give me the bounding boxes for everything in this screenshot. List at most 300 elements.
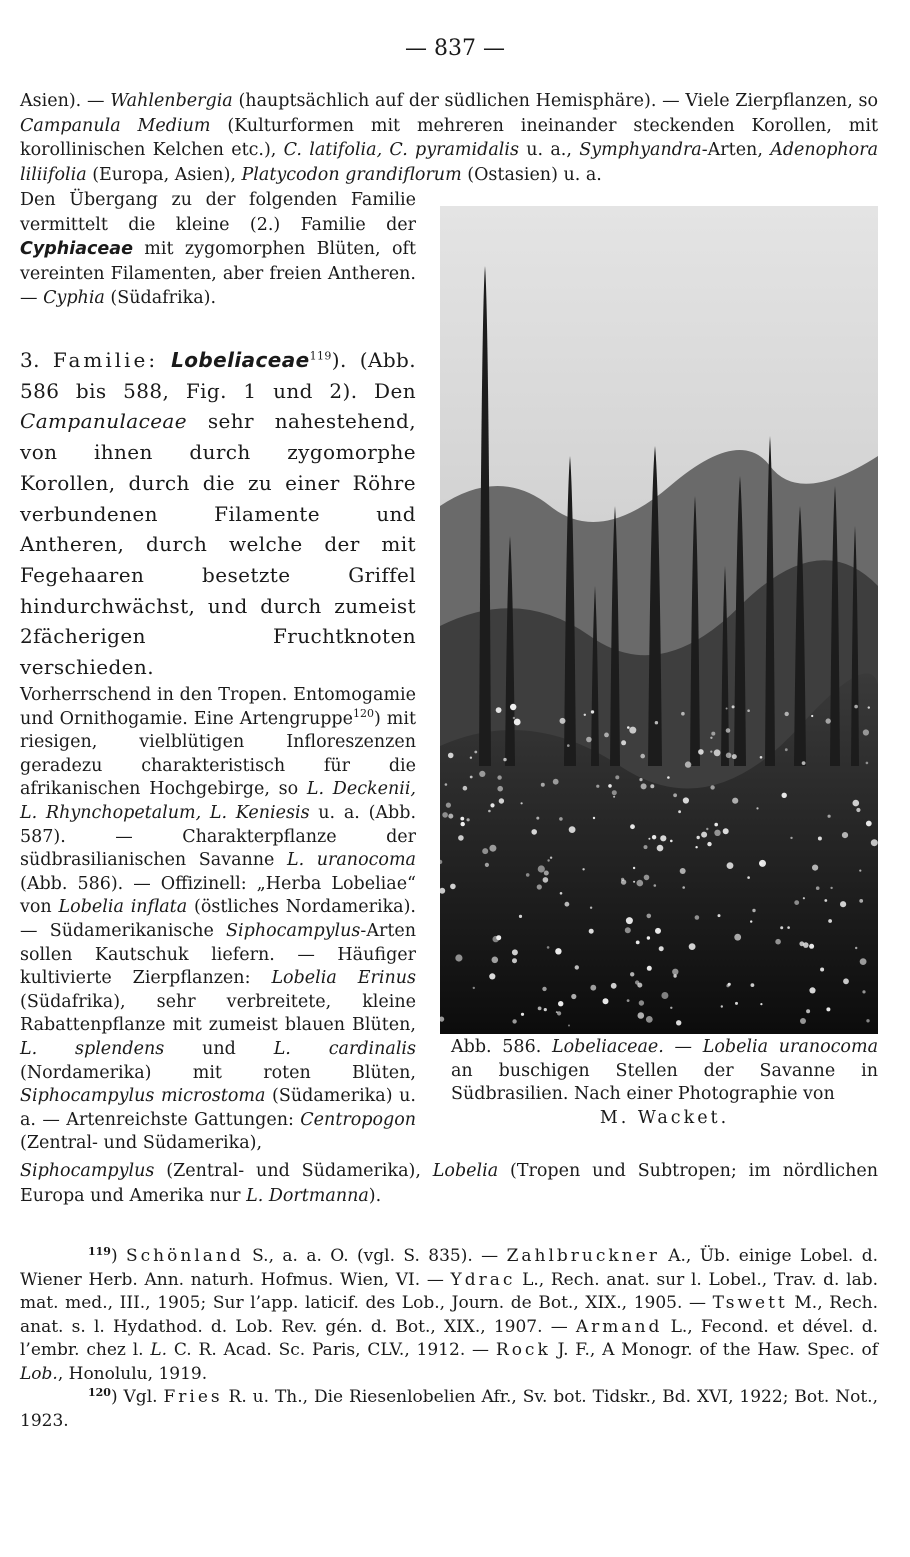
flower-dot	[726, 984, 729, 987]
flower-dot	[558, 1001, 563, 1006]
flower-dot	[803, 942, 809, 948]
flower-dot	[862, 990, 865, 993]
flower-dot	[655, 721, 658, 724]
flower-dot	[654, 884, 657, 887]
text-run: (Ostasien) u. a.	[461, 164, 602, 185]
flower-dot	[559, 817, 563, 821]
flower-dot	[650, 784, 654, 788]
flower-dot	[710, 751, 712, 753]
flower-dot	[718, 914, 721, 917]
flower-dot	[787, 926, 790, 929]
flower-dot	[442, 812, 448, 818]
text-run: Fries	[163, 1387, 223, 1407]
flower-dot	[557, 1011, 561, 1015]
text-run: 120	[88, 1386, 111, 1399]
figure-caption	[451, 1036, 878, 1130]
flower-dot	[531, 829, 537, 835]
text-run: , Honolulu, 1919.	[57, 1363, 208, 1384]
flower-dot	[826, 718, 831, 723]
flower-dot	[639, 1000, 644, 1005]
text-run: L., Rech. anat. sur l. Lobel., Trav. d. lab. mat. med., III., 1905; Sur l’app. laticif. des Lob., Journ. de Bot., XIX., 1905. —	[20, 1269, 878, 1313]
text-run: S., a. a. O. (vgl. S. 835). —	[243, 1246, 507, 1266]
text-run: (Abb. 586). — Offizinell: „Herba Lobeliae“ von	[20, 873, 416, 918]
flower-dot	[780, 926, 783, 929]
flower-dot	[513, 717, 515, 719]
text-run	[158, 348, 171, 372]
flower-dot	[828, 919, 832, 923]
flower-dot	[863, 729, 869, 735]
flower-dot	[510, 704, 516, 710]
flower-dot	[463, 786, 468, 791]
flower-dot	[636, 941, 640, 945]
text-run: u. a. (Abb. 587). — Charakterpflanze der südbrasilianischen Savanne	[20, 802, 417, 871]
flower-dot	[492, 957, 499, 964]
flower-dot	[853, 800, 860, 807]
flower-dot	[785, 712, 789, 716]
flower-dot	[647, 936, 650, 939]
flower-dot	[538, 1007, 542, 1011]
text-run: Campanula Medium	[20, 115, 211, 136]
text-run: sehr nahestehend, von ihnen durch zygomorphe Korollen, durch die zu einer Röhre verbundenen Filamente und Antheren, durch welche der mit Fegehaaren besetzte Griffel hindurchwächst, und durch zumeist 2fächerigen Fruchtknoten verschieden.	[20, 409, 416, 680]
flower-dot	[701, 832, 707, 838]
text-run: Asien). —	[20, 91, 111, 111]
flower-dot	[646, 1016, 653, 1023]
flower-dot	[470, 776, 473, 779]
flower-dot	[859, 870, 861, 872]
flower-dot	[859, 899, 863, 903]
page-number: — 837 —	[405, 36, 505, 61]
text-run: C. latifolia, C. pyramidalis	[283, 140, 519, 160]
flower-dot	[593, 817, 595, 819]
flower-dot	[856, 808, 860, 812]
flower-dot	[732, 705, 735, 708]
flower-dot	[461, 822, 465, 826]
flower-dot	[866, 1019, 869, 1022]
flower-dot	[726, 708, 728, 710]
text-run: ). (Abb. 586 bis 588, Fig. 1 und 2). Den	[20, 348, 416, 403]
flower-dot	[689, 943, 696, 950]
text-run: (Zentral- und Südamerika),	[20, 1133, 263, 1154]
flower-dot	[629, 727, 636, 734]
flower-dot	[759, 860, 766, 867]
flower-dot	[627, 999, 630, 1002]
flower-dot	[604, 733, 609, 738]
flower-dot	[514, 719, 521, 726]
flower-dot	[734, 934, 741, 941]
flower-dot	[547, 859, 549, 861]
flower-dot	[816, 886, 820, 890]
text-run: an buschigen Stellen der Savanne in Südbrasilien. Nach einer Photographie von	[451, 1060, 878, 1104]
flower-dot	[726, 753, 732, 759]
flower-dot	[640, 754, 645, 759]
flower-dot	[621, 740, 626, 745]
flower-dot	[644, 845, 648, 849]
flower-dot	[673, 974, 676, 977]
flower-dot	[625, 927, 631, 933]
text-run: (Tropen und Subtropen; im nördlichen Europa und Amerika nur	[20, 1161, 879, 1206]
flower-dot	[536, 817, 539, 820]
flower-dot	[575, 965, 579, 969]
flower-dot	[603, 998, 609, 1004]
figure-credit: M. Wacket.	[599, 1107, 730, 1128]
flower-dot	[659, 946, 664, 951]
flower-dot	[584, 714, 586, 716]
paragraph-genera	[20, 1159, 878, 1208]
flower-dot	[803, 897, 805, 899]
flower-dot	[854, 705, 858, 709]
flower-dot	[681, 712, 685, 716]
flower-dot	[467, 818, 470, 821]
text-run: mit zygomorphen Blüten, oft vereinten Filamenten, aber freien Antheren. —	[20, 239, 416, 308]
text-run: Wahlenbergia	[110, 91, 233, 111]
text-run: L. Dortmanna	[246, 1185, 369, 1206]
flower-dot	[479, 771, 485, 777]
flower-dot	[800, 1018, 806, 1024]
flower-dot	[538, 865, 545, 872]
flower-dot	[710, 785, 714, 789]
flower-dot	[735, 1002, 738, 1005]
text-run: Lobelia inflata	[58, 897, 188, 918]
flower-dot	[672, 969, 678, 975]
text-run: A., Üb. einige Lobel. d. Wiener Herb. Ann. naturh. Hofmus. Wien, VI. —	[20, 1246, 878, 1290]
text-run: (Südafrika), sehr verbreitete, kleine Rabattenpflanze mit zumeist blauen Blüten,	[20, 991, 416, 1036]
flower-dot	[866, 821, 872, 827]
text-run: (Südafrika).	[104, 288, 217, 308]
text-run: und	[164, 1038, 274, 1059]
flower-dot	[747, 709, 750, 712]
text-run: Vorherrschend in den Tropen. Entomogamie und Ornithogamie. Eine Artengruppe	[20, 685, 416, 729]
flower-dot	[635, 980, 639, 984]
flower-dot	[826, 1007, 830, 1011]
flower-dot	[485, 863, 489, 867]
flower-dot	[550, 857, 552, 859]
flower-dot	[775, 939, 781, 945]
flower-dot	[830, 887, 832, 889]
text-run: Siphocampylus	[226, 920, 361, 941]
flower-dot	[568, 1025, 570, 1027]
flower-dot	[460, 817, 464, 821]
flower-dot	[499, 798, 504, 803]
text-run: Lob.	[20, 1363, 58, 1384]
flower-dot	[714, 823, 718, 827]
text-run: Rock	[495, 1340, 551, 1360]
flower-dot	[723, 828, 729, 834]
flower-dot	[512, 949, 518, 955]
flower-dot	[790, 837, 792, 839]
text-run: (Nordamerika) mit roten Blüten,	[20, 1062, 416, 1083]
text-run: ).	[368, 1185, 382, 1206]
paragraph-vorherrschend	[20, 684, 416, 1156]
text-run: (Kulturformen mit mehreren ineinander steckenden Korollen, mit korollinischen Kelchen etc.),	[20, 115, 878, 160]
text-run: M., Rech. anat. s. l. Hydathod. d. Lob. Rev. gén. d. Bot., XIX., 1907. —	[20, 1293, 878, 1337]
flower-dot	[537, 884, 542, 889]
text-run: L. uranocoma	[286, 850, 416, 871]
text-run: )	[110, 1246, 127, 1266]
flower-dot	[667, 776, 670, 779]
text-run: -Arten sollen Kautschuk liefern. — Häufiger kultivierte Zierpflanzen:	[20, 920, 416, 989]
flower-dot	[760, 1003, 762, 1005]
flower-dot	[512, 958, 517, 963]
flower-dot	[474, 751, 477, 754]
flower-dot	[455, 954, 462, 961]
flower-dot	[633, 867, 635, 869]
text-run: (hauptsächlich auf der südlichen Hemisphäre). — Viele Zierpflanzen, so	[232, 91, 879, 111]
text-run: Siphocampylus	[20, 1161, 155, 1181]
flower-dot	[503, 758, 506, 761]
flower-dot	[560, 718, 566, 724]
flower-dot	[448, 753, 454, 759]
flower-dot	[450, 884, 456, 890]
text-run: Cyphiaceae	[20, 239, 133, 259]
flower-dot	[752, 909, 755, 912]
flower-dot	[560, 892, 563, 895]
flower-dot	[589, 929, 594, 934]
text-run: C. R. Acad. Sc. Paris, CLV., 1912. —	[167, 1340, 496, 1360]
flower-dot	[611, 983, 617, 989]
flower-dot	[496, 935, 501, 940]
text-run: (Europa, Asien),	[86, 164, 242, 185]
flower-dot	[676, 1020, 681, 1025]
text-run: Den Übergang zu der folgenden Familie vermittelt die kleine (2.) Familie der	[20, 190, 416, 235]
flower-dot	[680, 868, 686, 874]
flower-dot	[641, 783, 647, 789]
flower-dot	[809, 944, 814, 949]
flower-dot	[626, 917, 633, 924]
paragraph-cyphiaceae	[20, 188, 416, 311]
flower-dot	[543, 877, 549, 883]
flower-dot	[732, 798, 738, 804]
text-run: Zahlbruckner	[506, 1246, 660, 1266]
flower-dot	[711, 732, 715, 736]
text-run: ) Vgl.	[110, 1387, 164, 1407]
text-run: Cyphia	[43, 288, 105, 308]
text-run: 120	[353, 706, 374, 720]
flower-dot	[726, 728, 731, 733]
flower-dot	[521, 1013, 524, 1016]
text-run: Armand	[575, 1316, 663, 1337]
flower-dot	[842, 832, 848, 838]
text-run: (Südamerika) u. a. — Artenreichste Gattungen:	[20, 1086, 416, 1130]
flower-dot	[812, 865, 818, 871]
flower-dot	[697, 836, 700, 839]
text-run: Ydrac	[450, 1269, 516, 1290]
flower-dot	[673, 793, 677, 797]
flower-dot	[638, 1012, 645, 1019]
text-run: L.	[150, 1340, 168, 1360]
flower-dot	[639, 778, 642, 781]
flower-dot	[820, 968, 824, 972]
flower-dot	[613, 796, 615, 798]
flower-dot	[596, 785, 599, 788]
text-run: L. cardinalis	[273, 1038, 416, 1059]
flower-dot	[809, 987, 815, 993]
paragraph-wahlenbergia	[20, 89, 878, 187]
flower-dot	[542, 987, 546, 991]
flower-dot	[721, 1005, 723, 1007]
text-run: Adenophora liliifolia	[20, 140, 878, 185]
flower-dot	[843, 978, 849, 984]
flower-dot	[682, 886, 685, 889]
section-lobeliaceae	[20, 345, 416, 683]
flower-dot	[670, 1007, 672, 1009]
flower-dot	[806, 1009, 810, 1013]
flower-dot	[647, 914, 652, 919]
text-run: Tswett	[712, 1293, 788, 1313]
flower-dot	[751, 983, 755, 987]
flower-dot	[591, 710, 594, 713]
flower-dot	[707, 842, 711, 846]
flower-dot	[661, 992, 668, 999]
flower-dot	[458, 835, 464, 841]
flower-dot	[824, 899, 827, 902]
flower-dot	[496, 707, 502, 713]
text-run: Symphyandra	[579, 140, 702, 160]
flower-dot	[555, 948, 561, 954]
flower-dot	[497, 775, 501, 779]
text-run: 119	[309, 349, 332, 363]
flower-dot	[446, 803, 451, 808]
photograph-lobelia-icon	[440, 206, 878, 1034]
photograph-lobelia-uranocoma	[440, 206, 878, 1034]
flower-dot	[706, 828, 708, 830]
text-run: Platycodon grandiflorum	[241, 164, 462, 185]
text-run: ) mit riesigen, vielblütigen Infloreszenzen geradezu charakteristisch für die afrikanischen Hochgebirge, so	[20, 708, 416, 800]
flower-dot	[670, 840, 673, 843]
flower-dot	[473, 987, 475, 989]
flower-dot	[866, 762, 869, 765]
flower-dot	[678, 810, 681, 813]
text-run: J. F., A Monogr. of the Haw. Spec. of	[550, 1340, 878, 1360]
flower-dot	[615, 775, 619, 779]
text-run: Schönland	[126, 1246, 244, 1266]
flower-dot	[840, 901, 846, 907]
flower-dot	[871, 839, 878, 846]
flower-dot	[714, 830, 720, 836]
flower-dot	[630, 824, 635, 829]
flower-dot	[553, 779, 559, 785]
text-run: 119	[88, 1245, 111, 1258]
text-run: Abb. 586.	[451, 1037, 552, 1057]
flower-dot	[519, 915, 522, 918]
flower-dot	[782, 793, 787, 798]
flower-dot	[621, 878, 624, 881]
flower-dot	[637, 880, 644, 887]
text-run: Lobeliaceae. — Lobelia uranocoma	[551, 1037, 878, 1057]
flower-dot	[647, 966, 652, 971]
flower-dot	[448, 814, 453, 819]
flower-dot	[569, 826, 576, 833]
flower-dot	[512, 1019, 516, 1023]
text-run: (östliches Nordamerika). — Südamerikanische	[20, 897, 416, 941]
flower-dot	[482, 848, 488, 854]
flower-dot	[612, 790, 617, 795]
flower-dot	[497, 786, 503, 792]
flower-dot	[490, 803, 494, 807]
flower-dot	[855, 947, 857, 949]
text-run: u. a.,	[518, 140, 580, 160]
text-run: L., Fecond. et dével. d. l’embr. chez l.	[20, 1316, 878, 1360]
flower-dot	[818, 837, 822, 841]
flower-dot	[586, 737, 592, 743]
flower-dot	[445, 783, 448, 786]
footnotes	[20, 1245, 878, 1433]
flower-dot	[648, 838, 650, 840]
flower-dot	[571, 994, 576, 999]
flower-dot	[652, 835, 656, 839]
flower-dot	[660, 835, 666, 841]
flower-dot	[698, 749, 704, 755]
text-run: -Arten,	[701, 140, 771, 160]
text-run: Centropogon	[300, 1109, 416, 1130]
flower-dot	[683, 797, 689, 803]
text-run: L. Deckenii, L. Rhynchopetalum, L. Keniesis	[20, 779, 416, 823]
flower-dot	[868, 706, 870, 708]
text-run: 3.	[20, 348, 53, 372]
flower-dot	[655, 928, 661, 934]
flower-dot	[695, 915, 700, 920]
flower-dot	[756, 807, 758, 809]
flower-dot	[470, 757, 472, 759]
flower-dot	[544, 871, 549, 876]
flower-dot	[582, 868, 584, 870]
flower-dot	[488, 810, 491, 813]
footnote-120	[20, 1386, 878, 1433]
flower-dot	[747, 876, 750, 879]
flower-dot	[785, 748, 788, 751]
flower-dot	[644, 875, 650, 881]
flower-dot	[811, 715, 813, 717]
flower-dot	[732, 754, 737, 759]
flower-dot	[794, 900, 799, 905]
text-run: Lobelia	[432, 1161, 499, 1181]
flower-dot	[547, 946, 550, 949]
flower-dot	[565, 902, 570, 907]
flower-dot	[828, 815, 831, 818]
flower-dot	[521, 802, 523, 804]
text-run: (Zentral- und Südamerika),	[154, 1161, 433, 1181]
flower-dot	[590, 907, 592, 909]
flower-dot	[544, 1008, 547, 1011]
text-run: Campanulaceae	[20, 409, 187, 434]
flower-dot	[727, 862, 734, 869]
flower-dot	[567, 744, 570, 747]
flower-dot	[714, 749, 721, 756]
flower-dot	[489, 973, 495, 979]
text-run: Lobelia Erinus	[271, 968, 417, 989]
flower-dot	[657, 845, 664, 852]
flower-dot	[526, 873, 530, 877]
text-run: L. splendens	[20, 1038, 165, 1059]
flower-dot	[630, 972, 634, 976]
text-run: R. u. Th., Die Riesenlobelien Afr., Sv. bot. Tidskr., Bd. XVI, 1922; Bot. Not., 1923.	[20, 1387, 878, 1431]
text-run: Lobeliaceae	[171, 348, 310, 372]
flower-dot	[760, 756, 763, 759]
flower-dot	[590, 985, 596, 991]
flower-dot	[541, 783, 545, 787]
flower-dot	[627, 726, 630, 729]
flower-dot	[710, 737, 712, 739]
flower-dot	[608, 784, 612, 788]
flower-dot	[860, 958, 867, 965]
flower-dot	[685, 761, 691, 767]
flower-dot	[802, 761, 806, 765]
flower-dot	[633, 881, 635, 883]
flower-dot	[695, 846, 697, 848]
figure-caption-text	[451, 1037, 878, 1104]
flower-dot	[489, 845, 496, 852]
text-run: Siphocampylus microstoma	[20, 1086, 266, 1107]
text-run: Familie:	[52, 348, 159, 372]
